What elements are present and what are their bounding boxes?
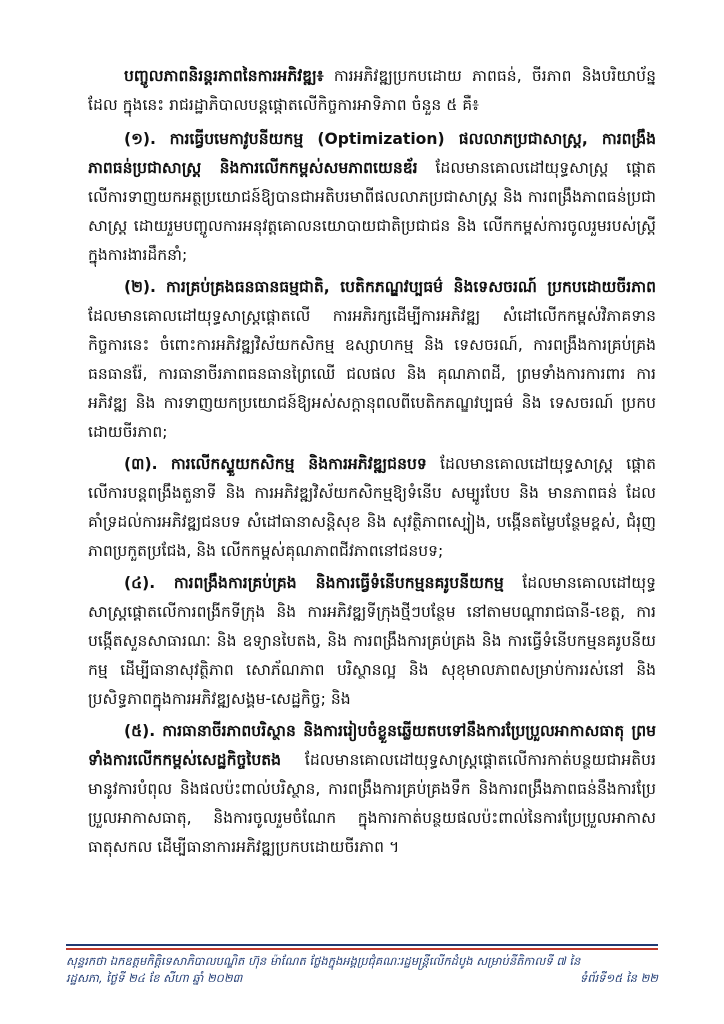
item-3-body: ដែលមានគោលដៅយុទ្ធសាស្ត្រ ផ្តោតលើការបន្តពង្រឹងតួនាទី និង ការអភិវឌ្ឍវិស័យកសិកម្មឱ្យទំនើប សម្បូរបែប និង មានភាពធន់ ដែលគាំទ្រដល់ការអភិវឌ្ឍជនបទ សំដៅធានាសន្តិសុខ និង សុវត្ថិភាពស្បៀង, បង្កើនតម្លៃបន្ថែមខ្ពស់, ជំរុញភាពប្រកួតប្រជែង, និង លើកកម្ពស់គុណភាពជីវភាពនៅជនបទ; <box>88 455 656 560</box>
item-1-heading: ការធ្វើបមេកាវូបនីយកម្ម (Optimization) ផលលាភប្រជាសាស្ត្រ, ការពង្រឹងភាពធន់ប្រជាសាស្ត្រ និងការលើកកម្ពស់សមភាពយេនឌ័រ <box>88 130 656 177</box>
item-3-heading: ការលើកស្ទួយកសិកម្ម និងការអភិវឌ្ឍជនបទ <box>170 455 427 473</box>
item-1-number: (១). <box>124 130 156 148</box>
footer-divider-red <box>66 948 658 950</box>
item-2-body: ដែលមានគោលដៅយុទ្ធសាស្ត្រផ្តោតលើ ការអភិរក្សដើម្បីការអភិវឌ្ឍ សំដៅលើកកម្ពស់វិភាគទានកិច្ចការនេះ ចំពោះការអភិវឌ្ឍវិស័យកសិកម្ម ឧស្សាហកម្ម និង ទេសចរណ៍, ការពង្រឹងការគ្រប់គ្រងធនធានរ៉ែ, ការធានាចីរភាពធនធានព្រៃឈើ ជលផល និង គុណភាពដី, ព្រមទាំងការការពារ ការអភិវឌ្ឍ និង ការទាញយកប្រយោជន៍ឱ្យអស់សក្តានុពលពីបេតិកភណ្ឌវប្បធម៌ និង ទេសចរណ៍ ប្រកបដោយចីរភាព; <box>88 307 656 441</box>
objective-intro-text: ការអភិវឌ្ឍប្រកបដោយ ភាពធន់, ចីរភាព និងបរិយាប័ន្ន ដែល ក្នុងនេះ រាជរដ្ឋាភិបាលបន្តផ្តោតលើកិច្ចការអាទិភាព ចំនួន ៥ គឺ៖ <box>88 67 656 114</box>
item-1 <box>88 125 656 270</box>
objective-intro <box>88 62 656 120</box>
page-footer <box>66 953 658 987</box>
item-5-heading: ការធានាចីរភាពបរិស្ថាន និងការរៀបចំខ្លួនឆ្លើយតបទៅនឹងការប្រែប្រួលអាកាសធាតុ ព្រមទាំងការលើកកម្ពស់សេដ្ឋកិច្ចបៃតង <box>88 722 656 769</box>
item-4-heading: ការពង្រឹងការគ្រប់គ្រង និងការធ្វើទំនើបកម្មនគរូបនីយកម្ម <box>173 574 504 592</box>
item-5 <box>88 717 656 862</box>
item-3-number: (៣). <box>124 455 158 473</box>
item-4-body: ដែលមានគោលដៅយុទ្ធសាស្ត្រផ្តោតលើការពង្រីកទីក្រុង និង ការអភិវឌ្ឍទីក្រុងថ្មីៗបន្ថែម នៅតាមបណ្តារាជធានី-ខេត្ត, ការបង្កើតសួនសាធារណៈ និង ឧទ្យានបៃតង, និង ការពង្រឹងការគ្រប់គ្រង និង ការធ្វើទំនើបកម្មនគរូបនីយកម្ម ដើម្បីធានាសុវត្ថិភាព សោភ័ណភាព បរិស្ថានល្អ និង សុខុមាលភាពសម្រាប់ការរស់នៅ និង ប្រសិទ្ធភាពក្នុងការអភិវឌ្ឍសង្គម-សេដ្ឋកិច្ច; និង <box>88 574 656 708</box>
footer-caption-line1: សុន្ទរកថា ឯកឧត្តមកិត្តិទេសាភិបាលបណ្ឌិត ហ៊ុន ម៉ាណែត ថ្លែងក្នុងអង្គប្រជុំគណៈរដ្ឋមន្ត្រីលើកដំបូង សម្រាប់នីតិកាលទី ៧ នៃ <box>66 954 581 968</box>
item-4-number: (៤). <box>124 574 156 592</box>
document-body <box>88 62 656 862</box>
item-5-body: ដែលមានគោលដៅយុទ្ធសាស្ត្រផ្តោតលើការកាត់បន្ថយជាអតិបរមានូវការបំពុល និងផលប៉ះពាល់បរិស្ថាន, ការពង្រឹងការគ្រប់គ្រងទឹក និងការពង្រឹងភាពធន់នឹងការប្រែប្រួលអាកាសធាតុ, និងការចូលរួមចំណែក ក្នុងការកាត់បន្ថយផលប៉ះពាល់នៃការប្រែប្រួលអាកាសធាតុសកល ដើម្បីធានាការអភិវឌ្ឍប្រកបដោយចីរភាព ។ <box>88 751 656 856</box>
item-3 <box>88 450 656 566</box>
page-number: ទំព័រទី១៥ នៃ ២២ <box>579 971 658 985</box>
footer-date: រដ្ឋសភា, ថ្ងៃទី ២៤ ខែ សីហា ឆ្នាំ ២០២៣ <box>66 971 243 985</box>
item-5-number: (៥). <box>124 722 156 740</box>
footer-divider-blue <box>66 944 658 946</box>
footer-caption-line2 <box>66 970 658 987</box>
objective-title: បញ្ចូលភាពនិរន្តរភាពនៃការអភិវឌ្ឍ៖ <box>124 67 324 85</box>
item-1-body: ដែលមានគោលដៅយុទ្ធសាស្ត្រ ផ្តោតលើការទាញយកអត្ថប្រយោជន៍ឱ្យបានជាអតិបរមាពីផលលាភប្រជាសាស្ត្រ និង ការពង្រឹងភាពធន់ប្រជាសាស្ត្រ ដោយរួមបញ្ចូលការអនុវត្តគោលនយោបាយជាតិប្រជាជន និង លើកកម្ពស់ការចូលរួមរបស់ស្ត្រីក្នុងការងារដឹកនាំ; <box>88 159 656 264</box>
item-2-heading: ការគ្រប់គ្រងធនធានធម្មជាតិ, បេតិកភណ្ឌវប្បធម៌ និងទេសចរណ៍ ប្រកបដោយចីរភាព <box>166 278 656 296</box>
item-4 <box>88 569 656 714</box>
item-2-number: (២). <box>124 278 156 296</box>
item-2 <box>88 273 656 447</box>
